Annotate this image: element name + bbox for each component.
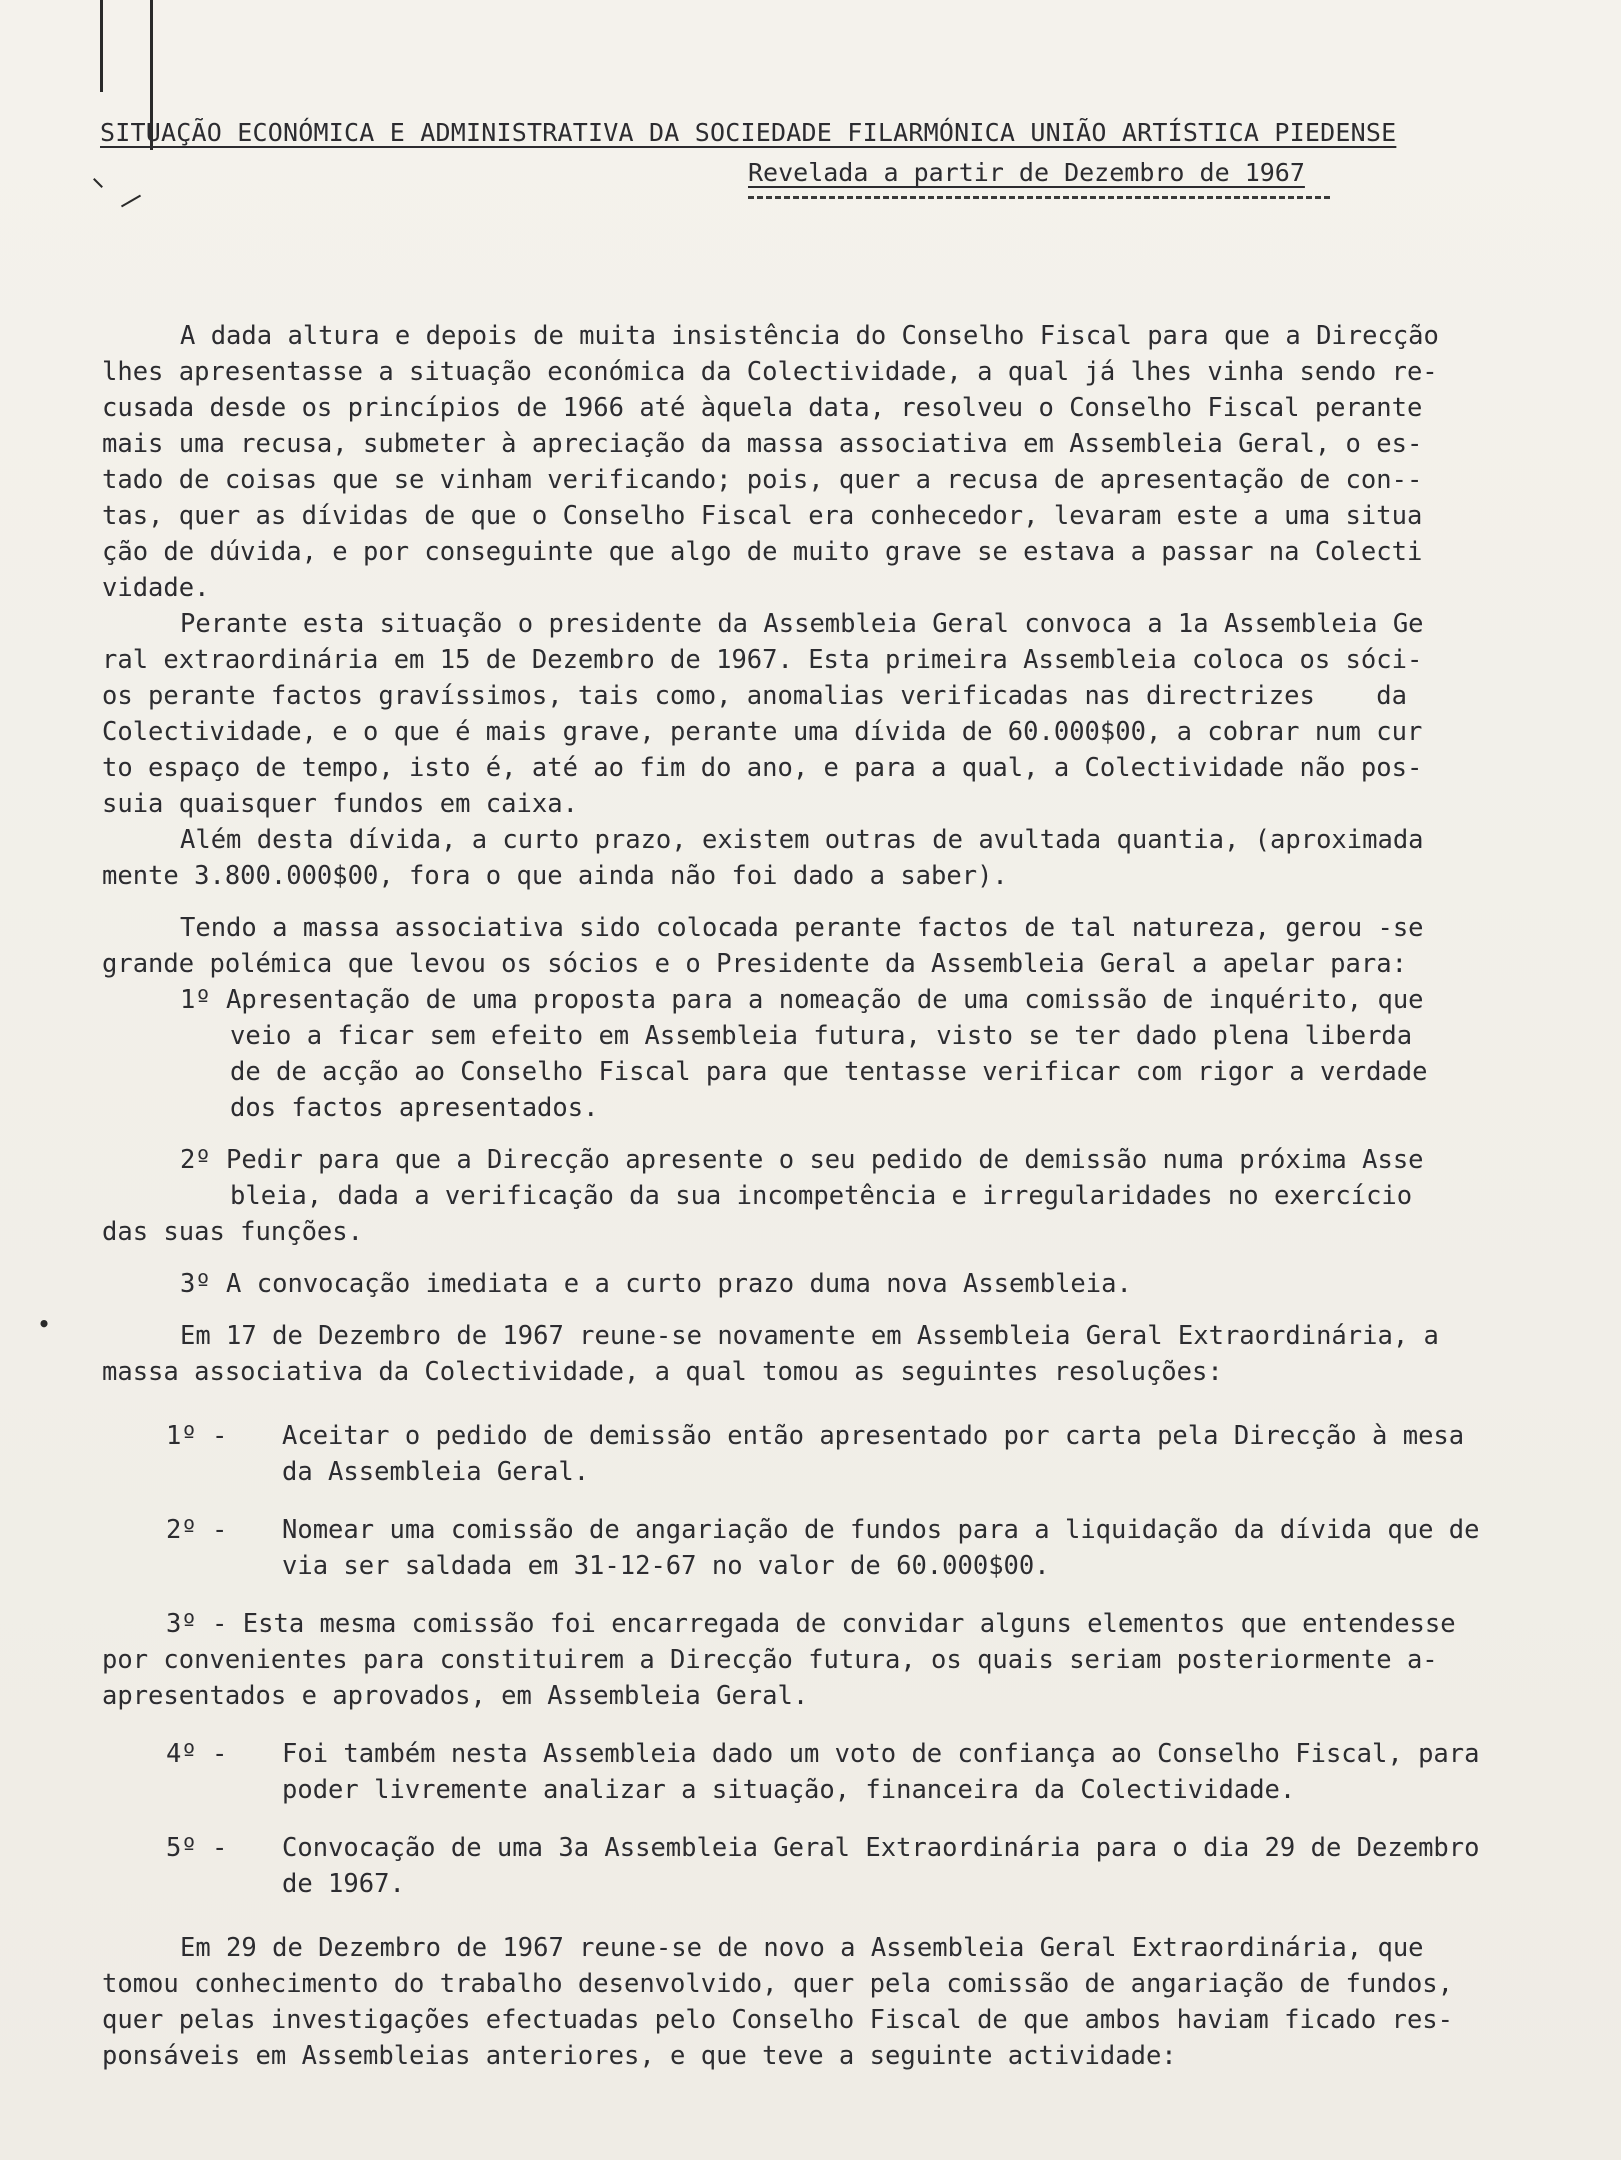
text-line: A dada altura e depois de muita insistência do Conselho Fiscal para que a Direcção (180, 321, 1439, 351)
text-line: da Assembleia Geral. (282, 1457, 590, 1487)
text-line: via ser saldada em 31-12-67 no valor de 60.000$00. (282, 1551, 1050, 1581)
resolution-text (282, 1512, 1502, 1584)
text-line: ral extraordinária em 15 de Dezembro de 1967. Esta primeira Assembleia coloca os sóci- (102, 645, 1423, 675)
text-line: tado de coisas que se vinham verificando; pois, quer a recusa de apresentação de con-- (102, 465, 1423, 495)
text-line: 1º Apresentação de uma proposta para a nomeação de uma comissão de inquérito, que (180, 985, 1424, 1015)
text-line: Perante esta situação o presidente da Assembleia Geral convoca a 1a Assembleia Ge (180, 609, 1424, 639)
resolution-number (102, 1736, 282, 1808)
stray-ink-dot: • (38, 1312, 51, 1336)
text-line: massa associativa da Colectividade, a qual tomou as seguintes resoluções: (102, 1357, 1223, 1387)
text-line: 2º Pedir para que a Direcção apresente o seu pedido de demissão numa próxima Asse (180, 1145, 1424, 1175)
subtitle-dashed-rule (748, 196, 1330, 199)
resolution-text: Esta mesma comissão foi encarregada de convidar alguns elementos que entendesse (242, 1609, 1456, 1639)
text-line: 3º A convocação imediata e a curto prazo duma nova Assembleia. (180, 1269, 1132, 1299)
text-line: ponsáveis em Assembleias anteriores, e que teve a seguinte actividade: (102, 2041, 1177, 2071)
resolution-item (102, 1830, 1502, 1902)
text-line: Aceitar o pedido de demissão então apresentado por carta pela Direcção à mesa (282, 1421, 1465, 1451)
document-body (102, 318, 1502, 2074)
text-line: Além desta dívida, a curto prazo, existem outras de avultada quantia, (aproximada (180, 825, 1424, 855)
text-line: poder livremente analizar a situação, financeira da Colectividade. (282, 1775, 1296, 1805)
resolution-item (102, 1512, 1502, 1584)
text-line: Convocação de uma 3a Assembleia Geral Extraordinária para o dia 29 de Dezembro (282, 1833, 1480, 1863)
text-line: tas, quer as dívidas de que o Conselho Fiscal era conhecedor, levaram este a uma situa (102, 501, 1423, 531)
margin-tick-2 (121, 195, 141, 208)
text-line: Em 29 de Dezembro de 1967 reune-se de novo a Assembleia Geral Extraordinária, que (180, 1933, 1424, 1963)
text-line: cusada desde os princípios de 1966 até àquela data, resolveu o Conselho Fiscal perante (102, 393, 1423, 423)
text-line (102, 1606, 1502, 1642)
text-line: mente 3.800.000$00, fora o que ainda não foi dado a saber). (102, 861, 1008, 891)
resolution-item (102, 1736, 1502, 1808)
resolution-text (282, 1736, 1502, 1808)
text-line: vidade. (102, 573, 210, 603)
text-line: bleia, dada a verificação da sua incompetência e irregularidades no exercício (230, 1181, 1413, 1211)
text-line: Colectividade, e o que é mais grave, perante uma dívida de 60.000$00, a cobrar num cur (102, 717, 1423, 747)
text-line: por convenientes para constituirem a Direcção futura, os quais seriam posteriormente a- (102, 1645, 1438, 1675)
text-line: tomou conhecimento do trabalho desenvolvido, quer pela comissão de angariação de fundos, (102, 1969, 1454, 1999)
resolution-item (102, 1606, 1502, 1714)
resolution-number (102, 1418, 282, 1490)
text-line: Em 17 de Dezembro de 1967 reune-se novamente em Assembleia Geral Extraordinária, a (180, 1321, 1439, 1351)
document-title: SITUAÇÃO ECONÓMICA E ADMINISTRATIVA DA SOCIEDADE FILARMÓNICA UNIÃO ARTÍSTICA PIEDENSE (100, 118, 1397, 147)
text-line: os perante factos gravíssimos, tais como, anomalias verificadas nas directrizes da (102, 681, 1407, 711)
resolution-number-label: 4º - (166, 1739, 228, 1769)
text-line: quer pelas investigações efectuadas pelo Conselho Fiscal de que ambos haviam ficado res- (102, 2005, 1454, 2035)
text-line: veio a ficar sem efeito em Assembleia futura, visto se ter dado plena liberda (230, 1021, 1413, 1051)
text-line: de 1967. (282, 1869, 405, 1899)
text-line: ção de dúvida, e por conseguinte que algo de muito grave se estava a passar na Colecti (102, 537, 1423, 567)
resolution-number-label: 1º - (166, 1421, 228, 1451)
text-line: suia quaisquer fundos em caixa. (102, 789, 578, 819)
document-subtitle: Revelada a partir de Dezembro de 1967 (748, 158, 1305, 187)
text-line: Foi também nesta Assembleia dado um voto de confiança ao Conselho Fiscal, para (282, 1739, 1480, 1769)
text-line: grande polémica que levou os sócios e o Presidente da Assembleia Geral a apelar para: (102, 949, 1407, 979)
resolution-item (102, 1418, 1502, 1490)
margin-tick-1 (93, 178, 103, 188)
margin-mark-left (100, 0, 103, 92)
text-line: to espaço de tempo, isto é, até ao fim do ano, e para a qual, a Colectividade não pos- (102, 753, 1423, 783)
text-line: dos factos apresentados. (230, 1093, 599, 1123)
text-line: lhes apresentasse a situação económica da Colectividade, a qual já lhes vinha sendo re- (102, 357, 1438, 387)
resolution-text (282, 1830, 1502, 1902)
text-line: de de acção ao Conselho Fiscal para que tentasse verificar com rigor a verdade (230, 1057, 1428, 1087)
text-line: Tendo a massa associativa sido colocada perante factos de tal natureza, gerou -se (180, 913, 1424, 943)
resolution-number-label: 5º - (166, 1833, 228, 1863)
text-line: mais uma recusa, submeter à apreciação da massa associativa em Assembleia Geral, o es- (102, 429, 1423, 459)
text-line: Nomear uma comissão de angariação de fundos para a liquidação da dívida que de (282, 1515, 1480, 1545)
resolution-number-label: 3º - (166, 1609, 228, 1639)
resolution-number (102, 1830, 282, 1902)
resolution-number (102, 1512, 282, 1584)
resolution-number-label: 2º - (166, 1515, 228, 1545)
text-line: das suas funções. (102, 1217, 363, 1247)
resolution-text (282, 1418, 1502, 1490)
text-line: apresentados e aprovados, em Assembleia Geral. (102, 1681, 809, 1711)
